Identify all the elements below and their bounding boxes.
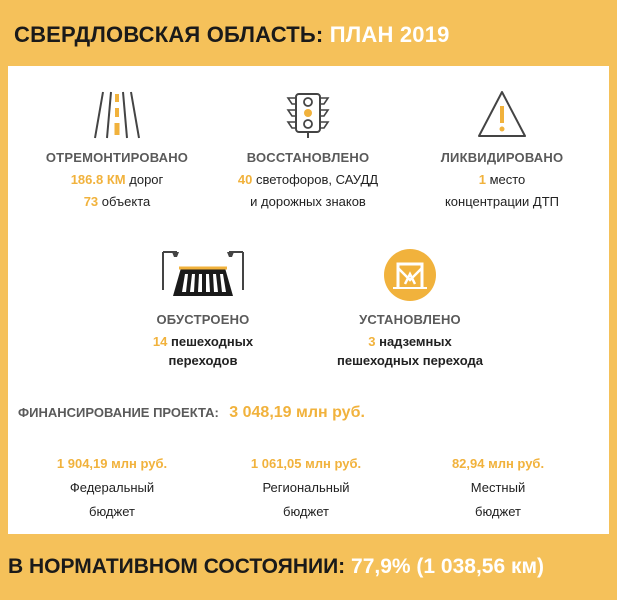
stat-unit: КМ [106, 172, 126, 187]
stat-installed [310, 246, 510, 369]
stat-line [412, 169, 592, 191]
footer-value: 77,9% (1 038,56 км) [351, 555, 545, 578]
footer-label: В НОРМАТИВНОМ СОСТОЯНИИ: [8, 555, 346, 578]
stat-text: переходов [168, 353, 238, 368]
stat-number: 3 [368, 334, 376, 349]
stat-restored [210, 88, 406, 213]
stat-line [22, 191, 212, 213]
stat-title: УСТАНОВЛЕНО [359, 312, 461, 327]
stat-title: ЛИКВИДИРОВАНО [440, 150, 564, 165]
page-title [14, 22, 450, 48]
stat-number: 14 [152, 334, 168, 349]
stat-line [210, 169, 406, 191]
title-plan: ПЛАН 2019 [329, 22, 450, 47]
stat-number: 40 [237, 172, 253, 187]
title-region: СВЕРДЛОВСКАЯ ОБЛАСТЬ: [14, 22, 324, 47]
budget-label: бюджет [283, 504, 329, 519]
stat-title: ОТРЕМОНТИРОВАНО [45, 150, 189, 165]
stat-title: ВОССТАНОВЛЕНО [246, 150, 370, 165]
budget-local [398, 456, 598, 523]
stat-text: объекта [101, 194, 151, 209]
stat-text: пешеходных [171, 334, 254, 349]
stat-title: ОБУСТРОЕНО [156, 312, 250, 327]
stat-line [210, 191, 406, 213]
stat-text: надземных [379, 334, 452, 349]
budget-amount: 1 061,05 млн руб. [250, 456, 362, 471]
budget-label: Федеральный [69, 480, 155, 495]
crosswalk-icon [155, 246, 251, 304]
stat-line [22, 169, 212, 191]
financing-row [18, 404, 365, 422]
stat-number: 186.8 [70, 172, 104, 187]
warning-icon [476, 88, 528, 140]
financing-total: 3 048,19 млн руб. [229, 404, 365, 421]
stat-line [412, 191, 592, 213]
stat-text: дорог [129, 172, 164, 187]
traffic-light-icon [284, 88, 332, 140]
budget-federal [12, 456, 212, 523]
budget-amount: 82,94 млн руб. [451, 456, 545, 471]
stat-line [108, 353, 298, 369]
stat-eliminated [412, 88, 592, 213]
budget-amount: 1 904,19 млн руб. [56, 456, 168, 471]
stat-text: концентрации ДТП [444, 194, 560, 209]
header-banner [0, 0, 617, 66]
budget-label: бюджет [475, 504, 521, 519]
budget-regional [206, 456, 406, 523]
road-icon [93, 88, 141, 140]
stat-repaired [22, 88, 212, 213]
budget-label: Местный [470, 480, 526, 495]
footer-banner [0, 534, 617, 600]
stat-number: 73 [83, 194, 99, 209]
overpass-icon [381, 246, 439, 304]
stat-line [310, 331, 510, 353]
stat-text: и дорожных знаков [250, 194, 366, 209]
stat-text: светофоров, САУДД [255, 172, 379, 187]
stat-text: место [489, 172, 526, 187]
stat-line [310, 353, 510, 369]
financing-label: ФИНАНСИРОВАНИЕ ПРОЕКТА: [18, 405, 219, 420]
stat-number: 1 [478, 172, 486, 187]
stat-equipped [108, 246, 298, 369]
footer-title [8, 555, 544, 579]
budget-label: Региональный [262, 480, 350, 495]
stat-text: пешеходных перехода [337, 353, 483, 368]
budget-label: бюджет [89, 504, 135, 519]
stat-line [108, 331, 298, 353]
